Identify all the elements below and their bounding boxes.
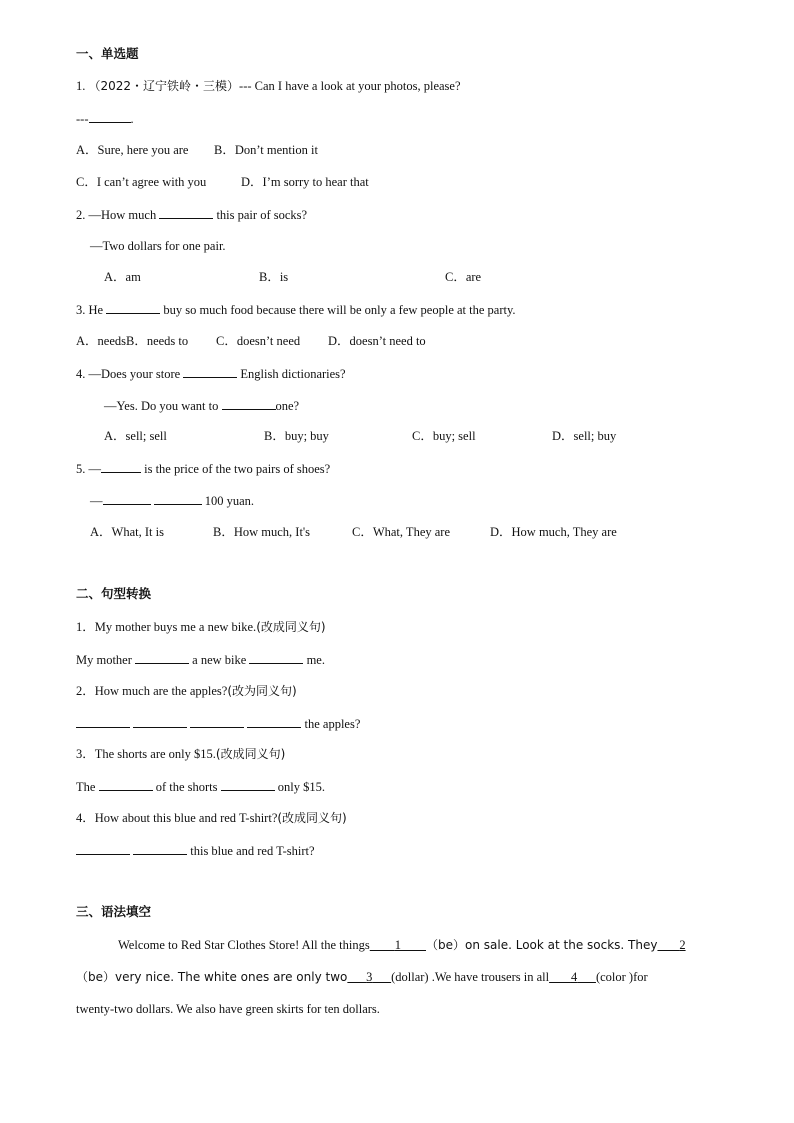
answer-blank[interactable] bbox=[222, 397, 276, 410]
question-4: 4. —Does your store English dictionaries? bbox=[76, 367, 346, 381]
answer-blank[interactable] bbox=[133, 715, 187, 728]
option-d[interactable]: D．I’m sorry to hear that bbox=[241, 175, 369, 189]
answer-blank[interactable] bbox=[221, 778, 275, 791]
answer-blank[interactable] bbox=[76, 715, 130, 728]
answer-blank[interactable] bbox=[159, 206, 213, 219]
option-b[interactable]: B．How much, It's bbox=[213, 525, 311, 539]
question-4-options bbox=[104, 428, 617, 444]
section-title-single-choice: 一、单选题 bbox=[76, 46, 139, 61]
answer-blank[interactable] bbox=[89, 110, 131, 123]
option-c[interactable]: C．buy; sell bbox=[412, 429, 476, 443]
option-a[interactable]: A．Sure, here you are bbox=[76, 143, 189, 157]
answer-blank[interactable] bbox=[249, 651, 303, 664]
transform-1-answer: My mother a new bike me. bbox=[76, 653, 325, 667]
transform-3-answer: The of the shorts only $15. bbox=[76, 780, 325, 794]
option-c[interactable]: C．are bbox=[445, 270, 482, 284]
question-source: （2022・辽宁铁岭・三模） bbox=[88, 79, 240, 93]
answer-blank[interactable] bbox=[103, 492, 151, 505]
option-d[interactable]: D．How much, They are bbox=[490, 525, 617, 539]
option-c[interactable]: C．doesn’t need bbox=[216, 334, 301, 348]
answer-blank[interactable] bbox=[190, 715, 244, 728]
answer-blank[interactable] bbox=[133, 842, 187, 855]
question-5: 5. — is the price of the two pairs of shoes? bbox=[76, 462, 331, 476]
passage-line-1: Welcome to Red Star Clothes Store! All the things 1 （be）on sale. Look at the socks. They 2 bbox=[118, 938, 686, 952]
option-b[interactable]: B．Don’t mention it bbox=[214, 143, 318, 157]
option-a[interactable]: A．sell; sell bbox=[104, 429, 167, 443]
option-d[interactable]: D．doesn’t need to bbox=[328, 334, 426, 348]
answer-blank[interactable] bbox=[183, 365, 237, 378]
question-2: 2. —How much this pair of socks? bbox=[76, 208, 308, 222]
question-1-options-row-1 bbox=[76, 142, 318, 158]
passage-blank-2[interactable]: 2 bbox=[679, 938, 686, 952]
question-5-line-2: — 100 yuan. bbox=[90, 494, 255, 508]
transform-1: 1．My mother buys me a new bike.(改成同义句) bbox=[76, 620, 326, 634]
transform-4-answer: this blue and red T-shirt? bbox=[76, 842, 315, 859]
answer-blank[interactable] bbox=[101, 460, 141, 473]
answer-blank[interactable] bbox=[154, 492, 202, 505]
option-c[interactable]: C．What, They are bbox=[352, 525, 450, 539]
transform-4: 4．How about this blue and red T-shirt?(改成同义句) bbox=[76, 811, 347, 825]
option-b[interactable]: B．is bbox=[259, 270, 289, 284]
transform-3: 3．The shorts are only $15.(改成同义句) bbox=[76, 747, 286, 761]
answer-blank[interactable] bbox=[76, 842, 130, 855]
passage-line-2: （be）very nice. The white ones are only two 3 (dollar) .We have trousers in all 4 (color )for bbox=[76, 970, 648, 984]
answer-blank[interactable] bbox=[106, 301, 160, 314]
transform-2-answer: the apples? bbox=[76, 715, 360, 732]
question-3: 3. He buy so much food because there will be only a few people at the party. bbox=[76, 303, 516, 317]
question-4-line-2: —Yes. Do you want to one? bbox=[104, 399, 300, 413]
transform-2: 2．How much are the apples?(改为同义句) bbox=[76, 684, 297, 698]
question-text: --- Can I have a look at your photos, please? bbox=[239, 79, 461, 93]
passage-line-3: twenty-two dollars. We also have green skirts for ten dollars. bbox=[76, 1002, 380, 1016]
option-a[interactable]: A．needs bbox=[76, 334, 126, 348]
answer-blank[interactable] bbox=[99, 778, 153, 791]
section-title-sentence-transform: 二、句型转换 bbox=[76, 586, 152, 601]
question-3-options bbox=[76, 333, 426, 349]
section-title-grammar-fill: 三、语法填空 bbox=[76, 904, 152, 919]
question-2-options bbox=[104, 269, 482, 285]
answer-blank[interactable] bbox=[247, 715, 301, 728]
passage-blank-4[interactable]: 4 bbox=[570, 970, 578, 984]
passage-blank-3[interactable]: 3 bbox=[366, 970, 373, 984]
option-b[interactable]: B．needs to bbox=[126, 334, 189, 348]
option-b[interactable]: B．buy; buy bbox=[264, 429, 329, 443]
answer-blank[interactable] bbox=[135, 651, 189, 664]
question-1-answer-line: --- . bbox=[76, 112, 134, 126]
question-5-options bbox=[90, 524, 617, 540]
option-a[interactable]: A．What, It is bbox=[90, 525, 164, 539]
passage-blank-1[interactable]: 1 bbox=[394, 938, 401, 952]
question-number: 1. bbox=[76, 79, 86, 93]
question-1 bbox=[76, 78, 461, 94]
question-1-options-row-2 bbox=[76, 174, 369, 190]
option-d[interactable]: D．sell; buy bbox=[552, 429, 617, 443]
question-2-line-2: —Two dollars for one pair. bbox=[90, 239, 226, 253]
option-a[interactable]: A．am bbox=[104, 270, 141, 284]
option-c[interactable]: C．I can’t agree with you bbox=[76, 175, 207, 189]
